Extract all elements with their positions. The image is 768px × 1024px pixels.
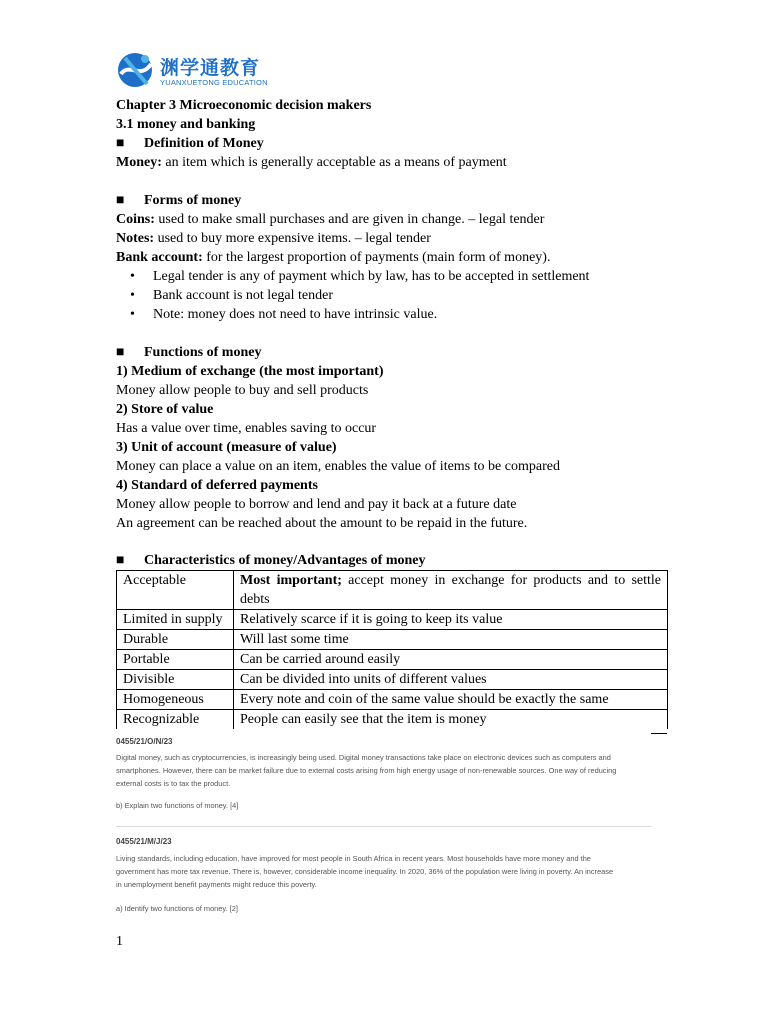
characteristic-name: Acceptable [117,571,234,610]
bullet-icon: • [130,288,135,303]
bank-account-line: Bank account: for the largest proportion of payments (main form of money). [116,250,551,265]
characteristic-name: Divisible [117,670,234,690]
question-code: 0455/21/O/N/23 [116,737,173,746]
logo-english-text: YUANXUETONG EDUCATION [160,78,268,87]
bullet-icon: • [130,307,135,322]
notes-line: Notes: used to buy more expensive items. – legal tender [116,231,431,246]
table-row [117,571,668,610]
exam-question-1 [116,737,651,810]
characteristic-description: Relatively scarce if it is going to keep its value [234,610,668,630]
list-item: • Note: money does not need to have intrinsic value. [130,307,438,322]
characteristic-description: Can be carried around easily [234,650,668,670]
table-row [117,670,668,690]
table-row [117,710,668,730]
characteristic-name: Recognizable [117,710,234,730]
square-bullet-icon: ■ [116,345,125,360]
coins-line: Coins: used to make small purchases and are given in change. – legal tender [116,212,545,227]
forms-heading: ■ Forms of money [116,193,242,208]
list-item: • Legal tender is any of payment which by law, has to be accepted in settlement [130,269,590,284]
function-1-text: Money allow people to buy and sell products [116,383,369,398]
table-row [117,610,668,630]
definition-heading: ■ Definition of Money [116,136,264,151]
characteristic-name: Portable [117,650,234,670]
section-title: 3.1 money and banking [116,117,256,132]
characteristic-description: Every note and coin of the same value should be exactly the same [234,690,668,710]
function-4-title: 4) Standard of deferred payments [116,478,318,493]
function-2-text: Has a value over time, enables saving to occur [116,421,377,436]
function-3-title: 3) Unit of account (measure of value) [116,440,337,455]
table-row [117,650,668,670]
characteristic-description: Can be divided into units of different values [234,670,668,690]
square-bullet-icon: ■ [116,553,125,568]
question-text: Digital money, such as cryptocurrencies, is increasingly being used. Digital money transactions take place on electronic devices such as computers and smartphones. However, there can be market failure due to external costs arising from high energy usage of non-renewable sources. One way of reducing external costs is to tax the product. [116,753,617,788]
characteristic-name: Limited in supply [117,610,234,630]
square-bullet-icon: ■ [116,136,125,151]
function-2-title: 2) Store of value [116,402,214,417]
characteristic-description: Most important; accept money in exchange for products and to settle debts [234,571,668,610]
function-1-title: 1) Medium of exchange (the most important) [116,364,384,379]
square-bullet-icon: ■ [116,193,125,208]
characteristic-description: People can easily see that the item is money [234,710,668,730]
question-text: Living standards, including education, have improved for most people in South Africa in recent years. Most households have more money and the government has more tax revenue. There is, however, considerable income inequality. In 2020, 36% of the population were living in poverty. An increase in unemployment benefit payments might reduce this poverty. [116,854,614,889]
function-3-text: Money can place a value on an item, enables the value of items to be compared [116,459,560,474]
characteristic-description: Will last some time [234,630,668,650]
characteristics-table [116,570,668,729]
definition-line: Money: an item which is generally acceptable as a means of payment [116,155,507,170]
document-body [116,96,668,729]
chapter-title: Chapter 3 Microeconomic decision makers [116,98,372,113]
question-prompt: b) Explain two functions of money. [4] [116,801,239,811]
function-4-text-2: An agreement can be reached about the amount to be repaid in the future. [116,516,528,531]
characteristic-name: Durable [117,630,234,650]
divider [116,826,651,827]
logo-mark-icon [115,50,155,90]
characteristic-name: Homogeneous [117,690,234,710]
table-corner-mark [651,733,667,734]
list-item: • Bank account is not legal tender [130,288,333,303]
page-number: 1 [116,934,123,949]
question-code: 0455/21/M/J/23 [116,837,172,846]
bullet-icon: • [130,269,135,284]
question-prompt: a) Identify two functions of money. [2] [116,904,238,914]
logo [115,50,275,92]
characteristics-heading: ■ Characteristics of money/Advantages of money [116,553,426,568]
table-row [117,630,668,650]
exam-question-2 [116,837,651,913]
functions-heading: ■ Functions of money [116,345,262,360]
function-4-text-1: Money allow people to borrow and lend and pay it back at a future date [116,497,517,512]
table-row [117,690,668,710]
logo-chinese-text: 渊学通教育 [160,57,261,79]
